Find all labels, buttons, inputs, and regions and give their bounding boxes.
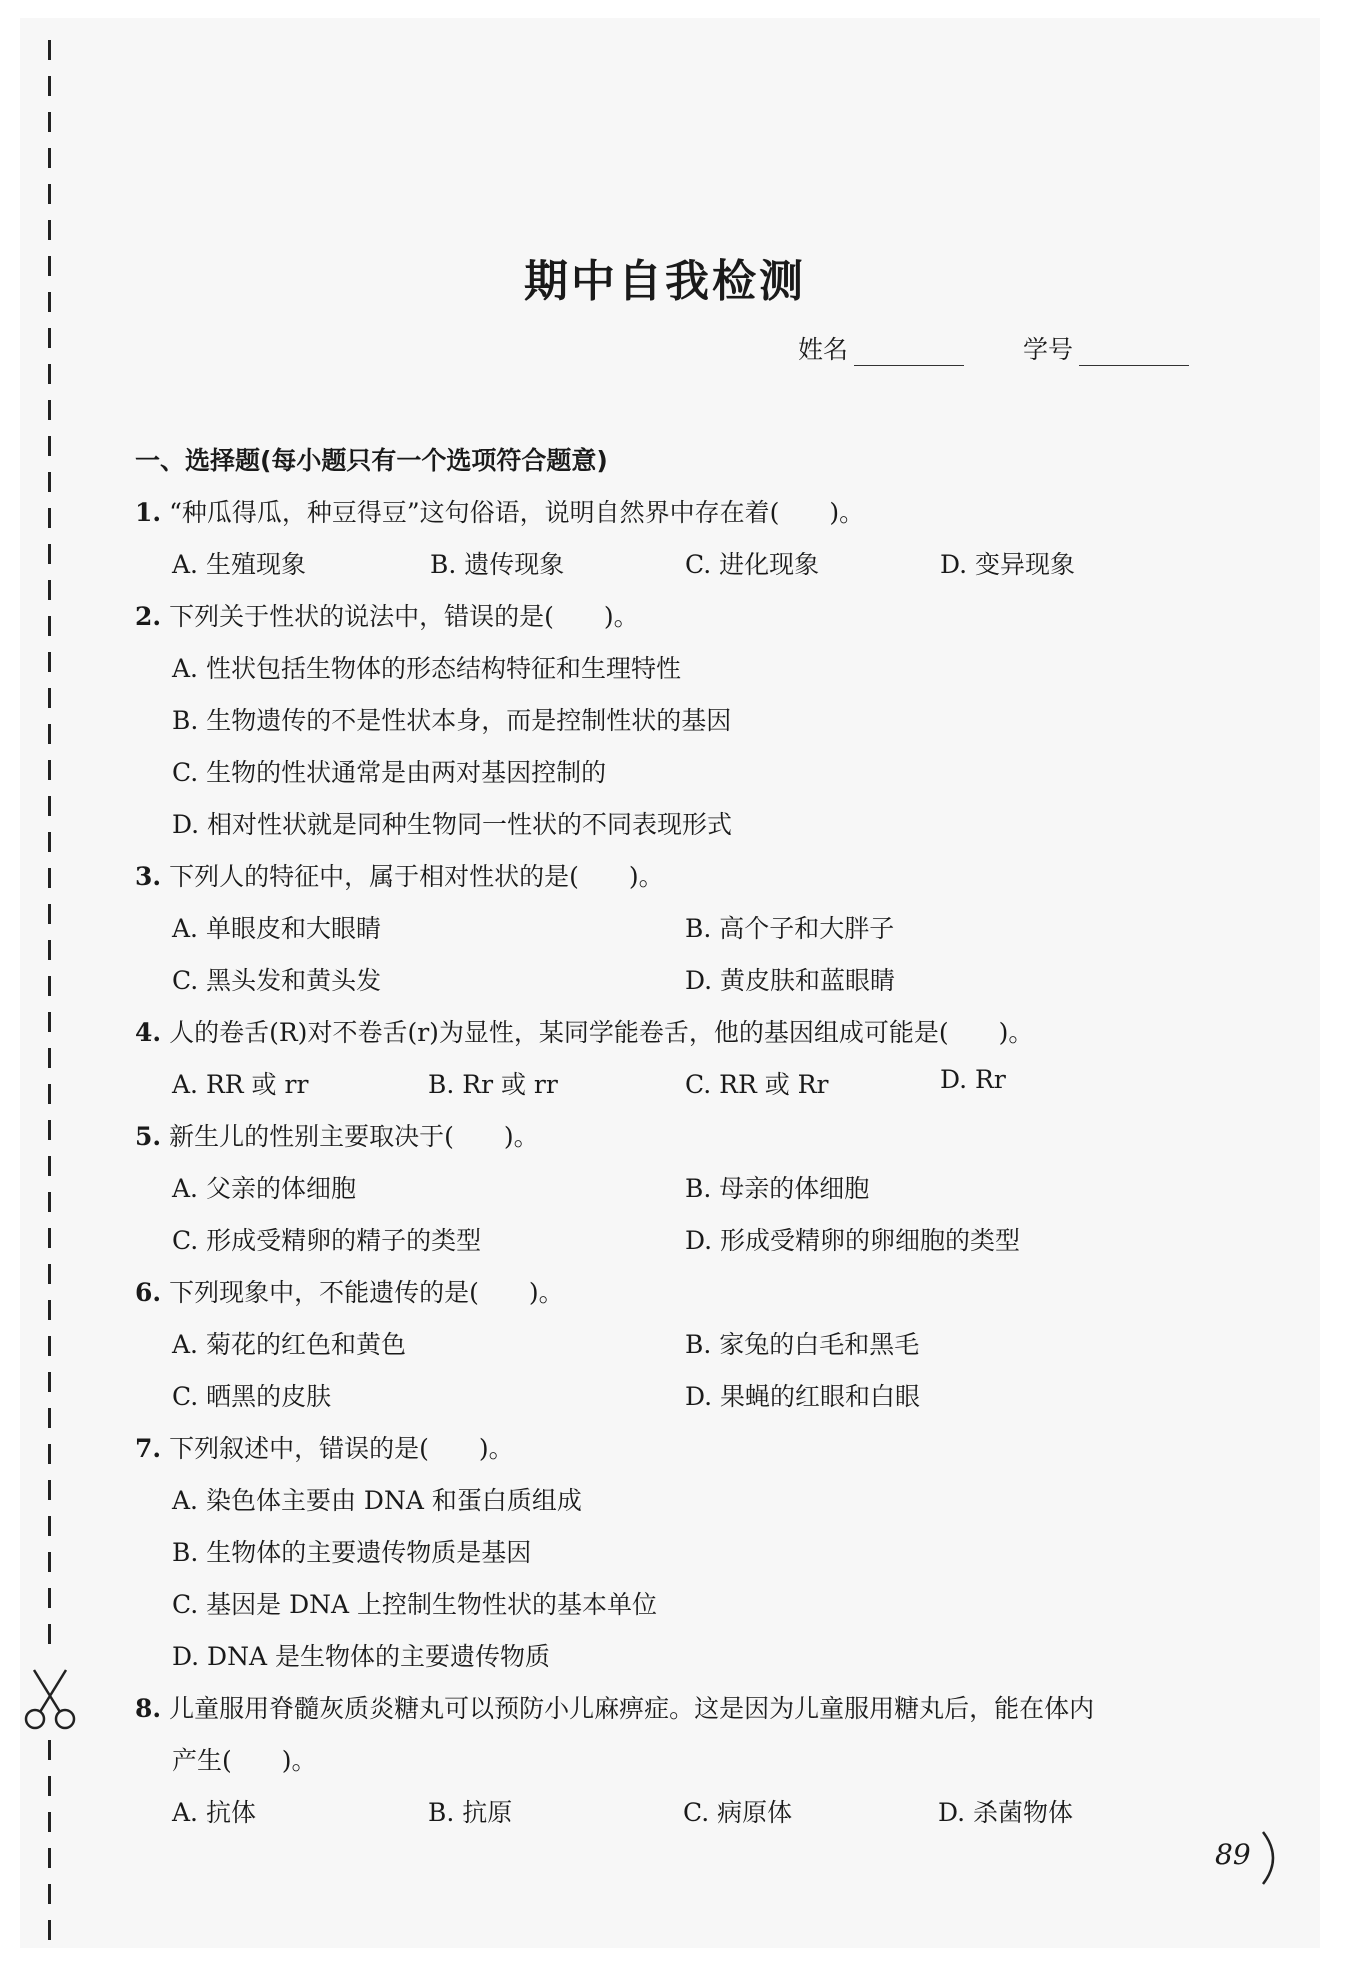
id-label: 学号 [1023, 335, 1074, 364]
q4-option-a[interactable]: A. RR 或 rr [172, 1070, 309, 1099]
scissors-icon [20, 1668, 80, 1732]
q6-option-a[interactable]: A. 菊花的红色和黄色 [172, 1330, 406, 1359]
page-title: 期中自我检测 [524, 256, 806, 307]
question-1: 1. “种瓜得瓜，种豆得豆”这句俗语，说明自然界中存在着( )。 [135, 498, 865, 527]
q7-option-a[interactable]: A. 染色体主要由 DNA 和蛋白质组成 [172, 1486, 582, 1515]
q8-option-a[interactable]: A. 抗体 [172, 1798, 256, 1827]
question-8: 8. 儿童服用脊髓灰质炎糖丸可以预防小儿麻痹症。这是因为儿童服用糖丸后，能在体内 [135, 1694, 1095, 1723]
question-5: 5. 新生儿的性别主要取决于( )。 [135, 1122, 539, 1151]
q1-option-b[interactable]: B. 遗传现象 [430, 550, 565, 579]
cut-line [45, 40, 55, 1950]
q8-option-c[interactable]: C. 病原体 [683, 1798, 793, 1827]
q7-option-c[interactable]: C. 基因是 DNA 上控制生物性状的基本单位 [172, 1590, 657, 1619]
q6-option-c[interactable]: C. 晒黑的皮肤 [172, 1382, 332, 1411]
page-number: 89 [1195, 1828, 1285, 1888]
question-3: 3. 下列人的特征中，属于相对性状的是( )。 [135, 862, 664, 891]
section-heading: 一、选择题(每小题只有一个选项符合题意) [135, 446, 608, 475]
q5-option-a[interactable]: A. 父亲的体细胞 [172, 1174, 356, 1203]
question-6: 6. 下列现象中，不能遗传的是( )。 [135, 1278, 564, 1307]
question-7: 7. 下列叙述中，错误的是( )。 [135, 1434, 514, 1463]
q5-option-b[interactable]: B. 母亲的体细胞 [685, 1174, 870, 1203]
q8-option-d[interactable]: D. 杀菌物体 [938, 1798, 1074, 1827]
id-blank[interactable] [1079, 339, 1189, 366]
q6-option-b[interactable]: B. 家兔的白毛和黑毛 [685, 1330, 920, 1359]
q1-option-a[interactable]: A. 生殖现象 [172, 550, 306, 579]
q7-option-b[interactable]: B. 生物体的主要遗传物质是基因 [172, 1538, 532, 1567]
q2-option-c[interactable]: C. 生物的性状通常是由两对基因控制的 [172, 758, 607, 787]
q3-option-c[interactable]: C. 黑头发和黄头发 [172, 966, 382, 995]
q2-option-b[interactable]: B. 生物遗传的不是性状本身，而是控制性状的基因 [172, 706, 732, 735]
q2-option-a[interactable]: A. 性状包括生物体的形态结构特征和生理特性 [172, 654, 681, 683]
q3-option-d[interactable]: D. 黄皮肤和蓝眼睛 [685, 966, 896, 995]
q2-option-d[interactable]: D. 相对性状就是同种生物同一性状的不同表现形式 [172, 810, 733, 839]
q1-option-c[interactable]: C. 进化现象 [685, 550, 820, 579]
q6-option-d[interactable]: D. 果蝇的红眼和白眼 [685, 1382, 921, 1411]
name-blank[interactable] [854, 339, 964, 366]
q3-option-b[interactable]: B. 高个子和大胖子 [685, 914, 895, 943]
q1-option-d[interactable]: D. 变异现象 [940, 550, 1076, 579]
q5-option-c[interactable]: C. 形成受精卵的精子的类型 [172, 1226, 482, 1255]
q7-option-d[interactable]: D. DNA 是生物体的主要遗传物质 [172, 1642, 550, 1671]
q3-option-a[interactable]: A. 单眼皮和大眼睛 [172, 914, 381, 943]
question-8-continued: 产生( )。 [172, 1746, 317, 1775]
q5-option-d[interactable]: D. 形成受精卵的卵细胞的类型 [685, 1226, 1021, 1255]
q4-option-b[interactable]: B. Rr 或 rr [428, 1070, 558, 1099]
question-2: 2. 下列关于性状的说法中，错误的是( )。 [135, 602, 639, 631]
question-4: 4. 人的卷舌(R)对不卷舌(r)为显性，某同学能卷舌，他的基因组成可能是( )。 [135, 1018, 1034, 1047]
q4-option-d[interactable]: D. Rr [940, 1065, 1006, 1094]
q4-option-c[interactable]: C. RR 或 Rr [685, 1070, 829, 1099]
q8-option-b[interactable]: B. 抗原 [428, 1798, 513, 1827]
name-label: 姓名 [798, 335, 849, 364]
id-field[interactable] [1023, 330, 1189, 366]
name-field[interactable] [798, 330, 964, 366]
